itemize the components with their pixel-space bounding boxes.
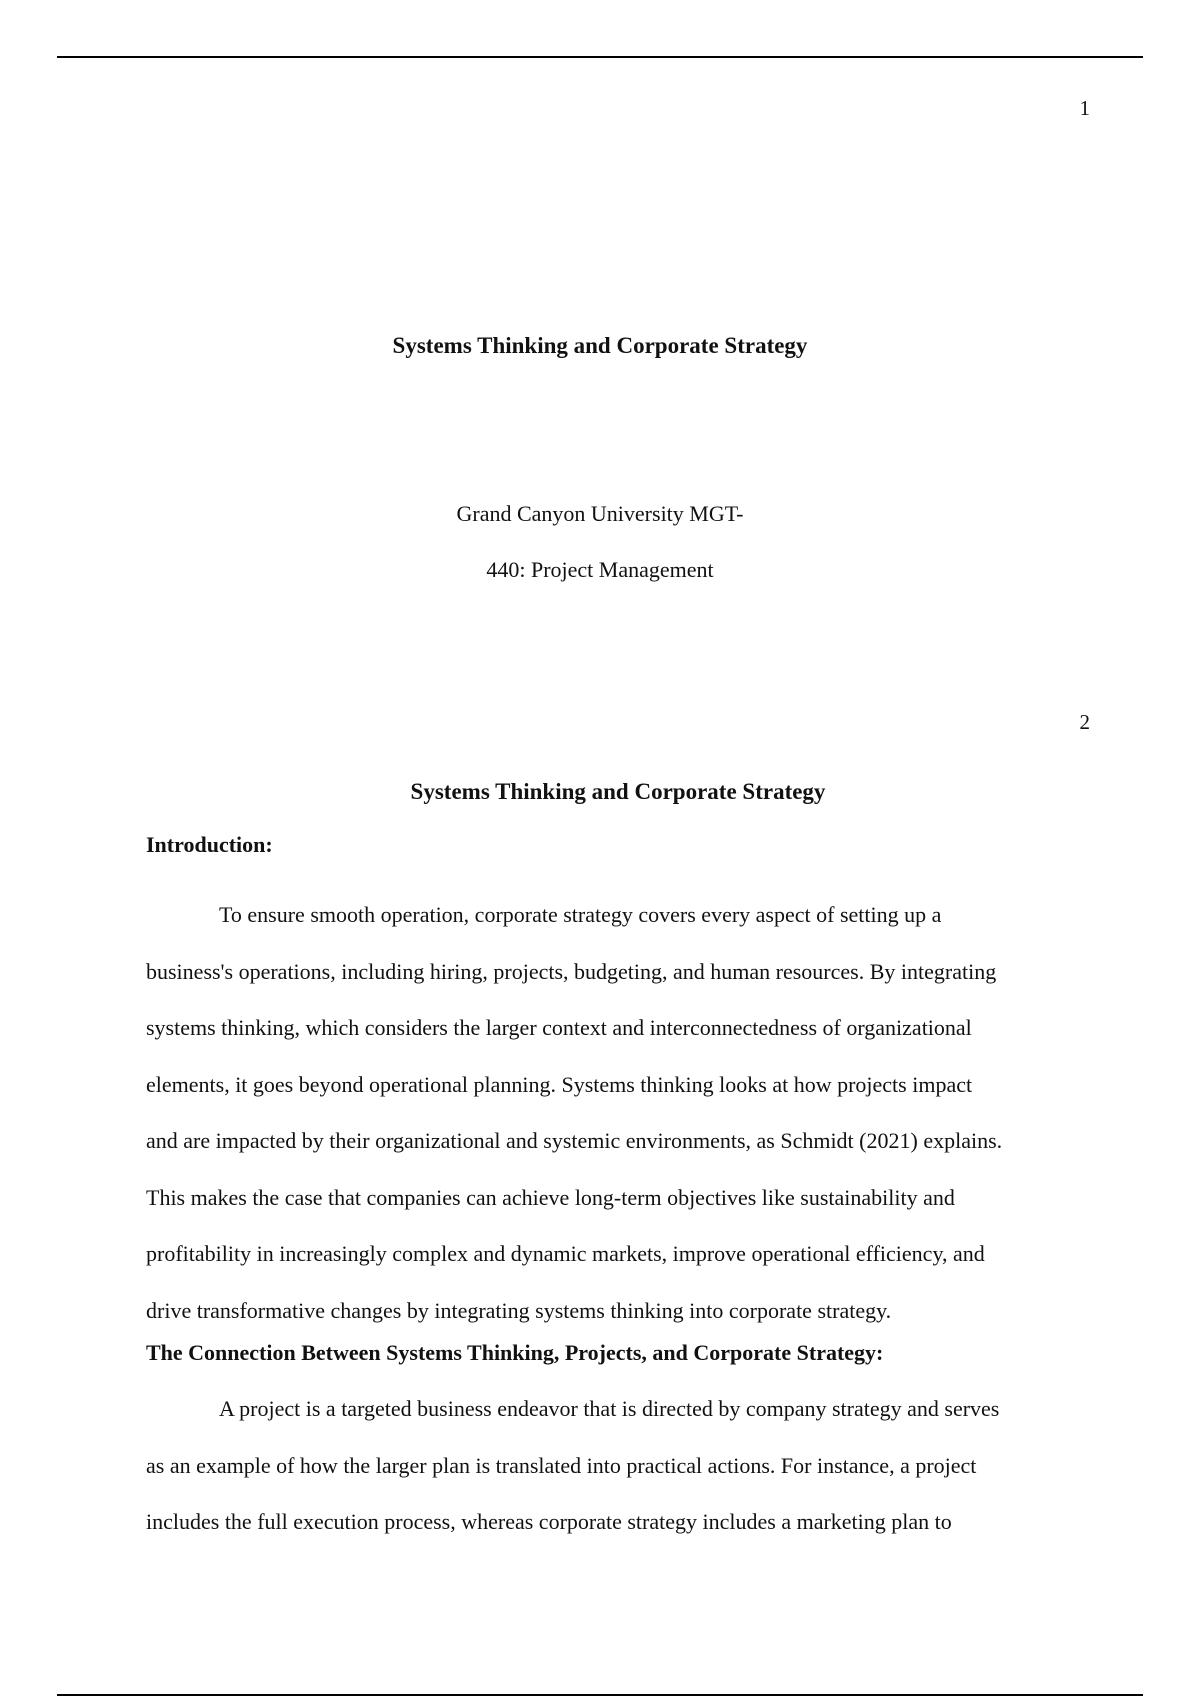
page-number: 2: [1079, 710, 1090, 734]
paragraph-line: elements, it goes beyond operational planning. Systems thinking looks at how projects impact: [146, 1071, 973, 1097]
section-heading-introduction: Introduction:: [146, 832, 273, 857]
page-body: [146, 778, 1090, 1551]
body-title: Systems Thinking and Corporate Strategy: [410, 779, 826, 804]
affiliation-line-1: Grand Canyon University MGT-: [456, 501, 744, 526]
page-number: 1: [1079, 96, 1090, 120]
affiliation-line-2: 440: Project Management: [486, 557, 714, 582]
paragraph-line: systems thinking, which considers the larger context and interconnectedness of organizational: [146, 1015, 972, 1040]
paragraph-line: A project is a targeted business endeavor that is directed by company strategy and serves: [219, 1396, 1000, 1421]
paragraph-line: This makes the case that companies can achieve long-term objectives like sustainability and: [146, 1184, 955, 1210]
paragraph-line: profitability in increasingly complex and dynamic markets, improve operational efficiency, and: [146, 1241, 985, 1266]
paragraph-line: as an example of how the larger plan is translated into practical actions. For instance, a project: [146, 1452, 977, 1478]
section-heading-connection: The Connection Between Systems Thinking, Projects, and Corporate Strategy:: [146, 1340, 884, 1365]
paragraph-line: and are impacted by their organizational and systemic environments, as Schmidt (2021) explains.: [146, 1128, 1003, 1153]
paragraph-line: includes the full execution process, whereas corporate strategy includes a marketing plan to: [146, 1509, 952, 1534]
cover-title: Systems Thinking and Corporate Strategy: [392, 333, 808, 358]
page-top-rule: [57, 56, 1143, 58]
page-bottom-rule: [57, 1694, 1143, 1696]
paragraph-line: drive transformative changes by integrating systems thinking into corporate strategy.: [146, 1297, 892, 1323]
paragraph-line: To ensure smooth operation, corporate strategy covers every aspect of setting up a: [219, 902, 942, 927]
connection-paragraph: [146, 1381, 1090, 1551]
introduction-paragraph: [146, 887, 1090, 1339]
paragraph-line: business's operations, including hiring, projects, budgeting, and human resources. By integrating: [146, 958, 997, 984]
